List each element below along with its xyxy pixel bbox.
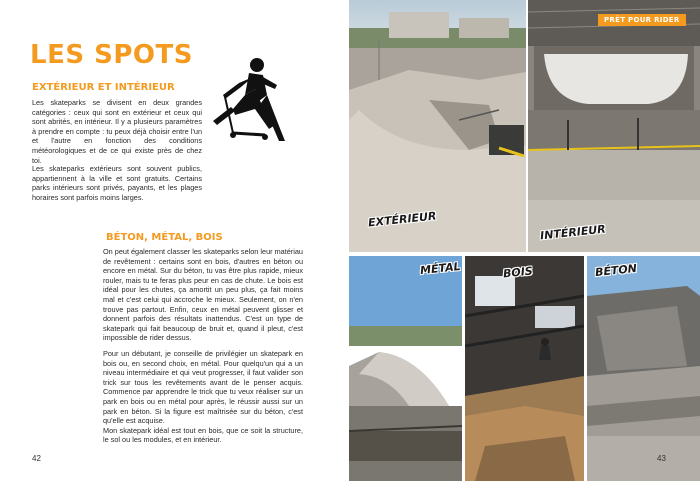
left-page bbox=[0, 0, 348, 481]
section1-paragraph-2: Les skateparks extérieurs sont souvent publics, appartiennent à la ville et sont gratuits. Certains parks intérieurs sont privés, payants, et les plages horaires sont parfois moins larges. bbox=[32, 164, 202, 202]
label-beton: BÉTON bbox=[594, 261, 638, 280]
label-bois: BOIS bbox=[502, 264, 534, 281]
section-heading-beton-metal-bois: BÉTON, MÉTAL, BOIS bbox=[106, 232, 223, 243]
photo-bois-skatepark bbox=[465, 256, 584, 481]
page-number-left: 42 bbox=[32, 454, 41, 463]
pret-pour-rider-badge: PRÊT POUR RIDER bbox=[598, 14, 686, 26]
page-title: LES SPOTS bbox=[30, 40, 193, 70]
photo-interieur-skatepark bbox=[528, 0, 700, 252]
label-exterieur: EXTÉRIEUR bbox=[367, 209, 437, 230]
photo-metal-skatepark bbox=[349, 256, 462, 481]
photo-exterieur-skatepark bbox=[349, 0, 526, 252]
section2-paragraph-2: Pour un débutant, je conseille de privilégier un skatepark en bois ou, en second choix, en métal. Pour quelqu'un qui a un niveau intermédiaire et qui veut progresser, il faut valider son trick sur tous les revêtements avant de le penser acquis. Commence par apprendre le trick que tu veux réaliser sur un park en bois ou en métal pour après, le réussir aussi sur un park en béton. Si la figure est maîtrisée sur du béton, c'est qu'elle est acquise. Mon skatepark idéal est tout en bois, que ce soit la structure, le sol ou les modules, et en intérieur. bbox=[103, 349, 303, 445]
page-number-right: 43 bbox=[657, 454, 666, 463]
section-heading-exterieur-interieur: EXTÉRIEUR ET INTÉRIEUR bbox=[32, 82, 175, 93]
scooter-rider-silhouette-icon bbox=[205, 55, 289, 145]
section2-paragraph-1: On peut également classer les skateparks selon leur matériau de revêtement : certains sont en bois, d'autres en béton ou encore en métal. Sur du béton, tu vas être plus rapide, mieux rouler, mais tu te feras plus peur en cas de chute. Le bois est idéal pour les chutes, ça amortit un peu plus, ça fait moins mal et c'est celui qui accroche le mieux. Seulement, on n'en trouve pas partout. Enfin, ceux en métal peuvent glisser et donnent parfois des résultats inattendus. C'est un type de skatepark qui fait beaucoup de bruit et, quand il pleut, c'est impossible de rider dessus. bbox=[103, 247, 303, 343]
label-metal: MÉTAL bbox=[419, 259, 462, 278]
photo-beton-skatepark bbox=[587, 256, 700, 481]
label-interieur: INTÉRIEUR bbox=[539, 222, 607, 243]
section1-paragraph-1: Les skateparks se divisent en deux grandes catégories : ceux qui sont en extérieur et ceux qui sont abrités, en intérieur. Il y a plusieurs paramètres à prendre en compte : tu peux déjà choisir entre l'un et l'autre en fonction des conditions météorologiques et de ce qui existe près de chez toi. bbox=[32, 98, 202, 165]
